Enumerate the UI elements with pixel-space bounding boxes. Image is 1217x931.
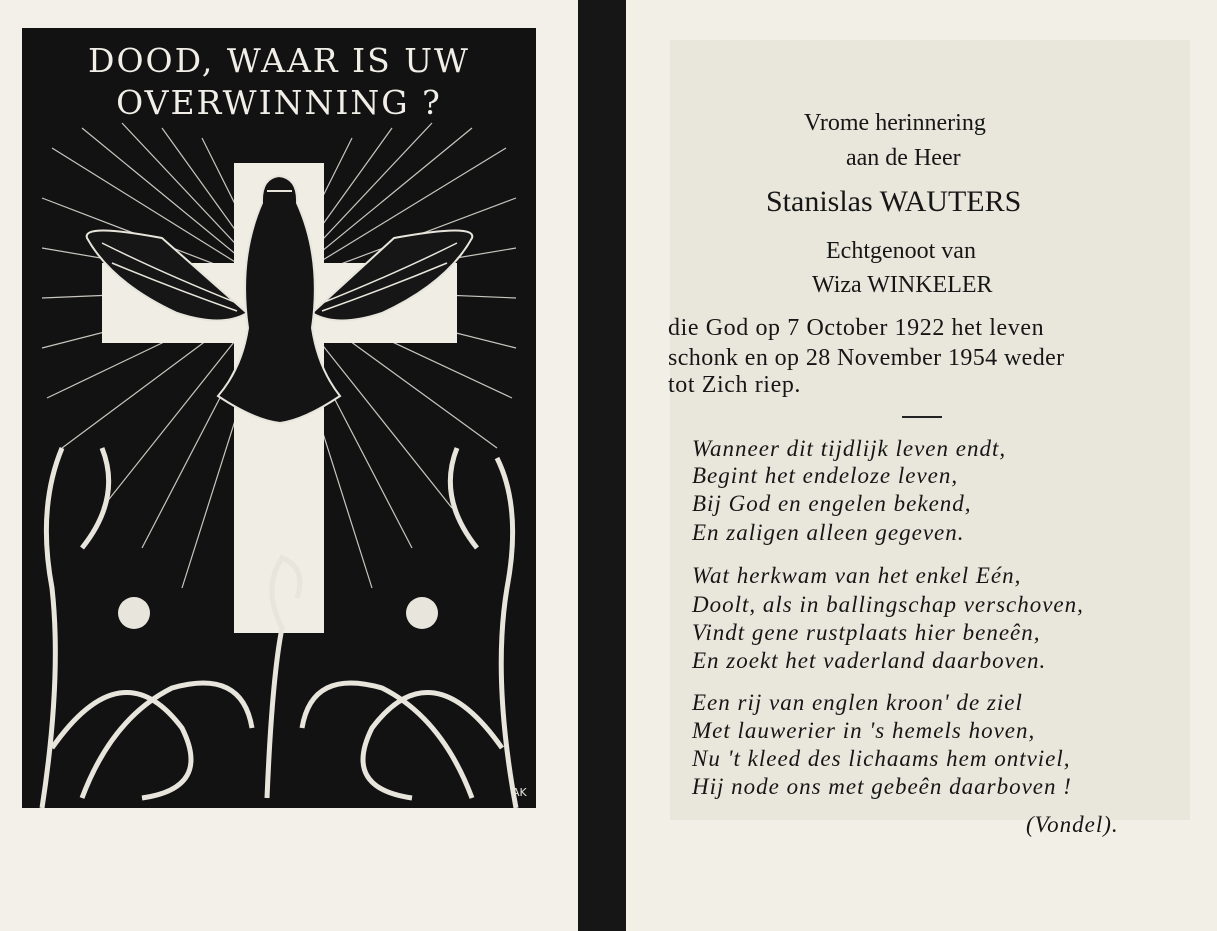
life-line-2: schonk en op 28 November 1954 weder [668,345,1065,371]
poem-line: Hij node ons met gebeên daarboven ! [692,774,1072,799]
woodcut-illustration [22,28,536,808]
poem-line: Doolt, als in ballingschap verschoven, [692,592,1084,617]
divider [902,416,942,418]
front-card [0,0,580,931]
artist-monogram: AK [512,786,527,799]
woodcut-art [22,28,536,808]
front-title-line-2: OVERWINNING ? [116,83,442,122]
front-title [22,40,536,124]
poem-line: Begint het endeloze leven, [692,463,959,488]
relation-label: Echtgenoot van [826,238,976,264]
poem-line: Nu 't kleed des lichaams hem ontviel, [692,746,1071,771]
mourning-band [578,0,626,931]
back-card [626,0,1217,931]
deceased-name: Stanislas WAUTERS [766,185,1022,218]
poem-line: Wat herkwam van het enkel Eén, [692,563,1022,588]
poem-line: En zoekt het vaderland daarboven. [692,648,1047,673]
poem-line: Vindt gene rustplaats hier beneên, [692,620,1041,645]
poem-line: En zaligen alleen gegeven. [692,520,965,545]
poem-attribution: (Vondel). [1026,812,1119,837]
poem-line: Wanneer dit tijdlijk leven endt, [692,436,1007,461]
life-line-1: die God op 7 October 1922 het leven [668,315,1045,341]
front-title-line-1: DOOD, WAAR IS UW [88,41,470,80]
poem-line: Bij God en engelen bekend, [692,491,972,516]
poem-line: Een rij van englen kroon' de ziel [692,690,1023,715]
intro-line-2: aan de Heer [846,145,961,171]
intro-line-1: Vrome herinnering [804,110,986,136]
poem-line: Met lauwerier in 's hemels hoven, [692,718,1036,743]
life-line-3: tot Zich riep. [668,372,802,398]
spouse-name: Wiza WINKELER [812,272,993,298]
